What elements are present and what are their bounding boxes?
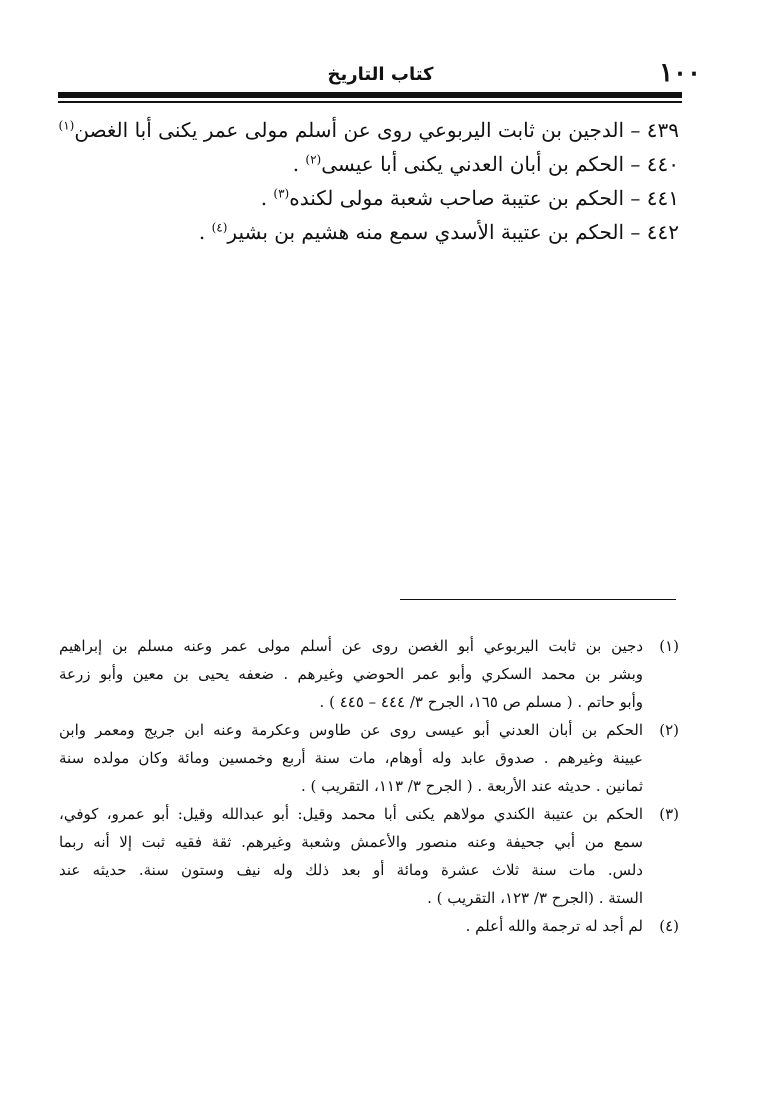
- entry-text: ٤٤١ – الحكم بن عتيبة صاحب شعبة مولى لكنده: [289, 186, 679, 210]
- footnote-number: (١): [659, 637, 679, 655]
- footnote-3: [59, 800, 679, 912]
- footnote-line: الستة . (الجرح ٣/ ١٢٣، التقريب ) .: [427, 889, 643, 907]
- footnotes: [59, 632, 679, 940]
- page-number: ١٠٠: [659, 58, 701, 88]
- footnote-number: (٣): [659, 805, 679, 823]
- header-rule-thin: [58, 101, 682, 103]
- footnote-line: دلس. مات سنة ثلاث عشرة ومائة أو بعد ذلك وله نيف وستون سنة. حديثه عند: [59, 861, 643, 879]
- footnote-ref: (٢): [305, 152, 322, 167]
- entry-text: ٤٤٠ – الحكم بن أبان العدني يكنى أبا عيسى: [321, 152, 679, 176]
- entry-440: [69, 152, 679, 186]
- entry-tail: .: [260, 186, 274, 210]
- entry-tail: .: [292, 152, 306, 176]
- footnote-separator: [400, 599, 676, 600]
- footnote-ref: (٣): [273, 186, 290, 201]
- footnote-line: الحكم بن عتيبة الكندي مولاهم يكنى أبا محمد وقيل: أبو عبدالله وقيل: أبو عمرو، كوفي،: [59, 805, 643, 823]
- footnote-1: [59, 632, 679, 716]
- footnote-line: دجين بن ثابت اليربوعي أبو الغصن روى عن أسلم مولى عمر وعنه مسلم بن إبراهيم: [59, 637, 643, 655]
- entry-439: [58, 118, 679, 152]
- entry-442: [69, 220, 679, 254]
- entry-text: ٤٤٢ – الحكم بن عتيبة الأسدي سمع منه هشيم بن بشير: [227, 220, 679, 244]
- footnote-4: [59, 912, 679, 940]
- running-title: كتاب التاريخ: [327, 64, 434, 85]
- footnote-line: عيينة وغيرهم . صدوق عابد وله أوهام، مات سنة أربع وخمسين ومائة وكان مولده سنة: [59, 749, 643, 767]
- footnote-number: (٤): [659, 917, 679, 935]
- entry-tail: .: [198, 220, 212, 244]
- entry-text: ٤٣٩ – الدجين بن ثابت اليربوعي روى عن أسلم مولى عمر يكنى أبا الغصن: [74, 118, 679, 142]
- footnote-line: سمع من أبي جحيفة وعنه منصور والأعمش وشعبة وغيرهم. ثقة فقيه ثبت إلا أنه ربما: [59, 833, 643, 851]
- footnote-2: [59, 716, 679, 800]
- footnote-line: الحكم بن أبان العدني أبو عيسى روى عن طاوس وعكرمة وعنه ابن جريج ومعمر وابن: [59, 721, 643, 739]
- footnote-ref: (٤): [211, 220, 228, 235]
- footnote-number: (٢): [659, 721, 679, 739]
- header-rule-thick: [58, 92, 682, 98]
- footnote-ref: (١): [58, 118, 75, 133]
- entries-list: [58, 118, 679, 254]
- footnote-line: وأبو حاتم . ( مسلم ص ١٦٥، الجرح ٣/ ٤٤٤ – ٤٤٥ ) .: [319, 693, 643, 711]
- entry-441: [69, 186, 679, 220]
- footnote-line: لم أجد له ترجمة والله أعلم .: [465, 917, 643, 935]
- footnote-line: وبشر بن محمد السكري وأبو عمر الحوضي وغيرهم . ضعفه يحيى بن معين وأبو زرعة: [59, 665, 643, 683]
- footnote-line: ثمانين . حديثه عند الأربعة . ( الجرح ٣/ ١١٣، التقريب ) .: [301, 777, 643, 795]
